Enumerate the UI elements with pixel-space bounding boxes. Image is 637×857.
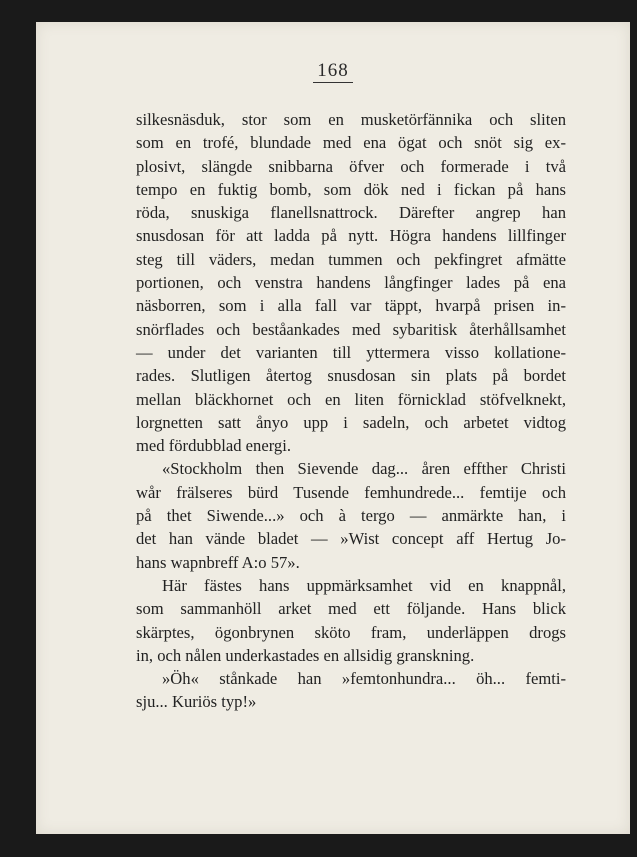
paragraph bbox=[136, 108, 566, 457]
text-line: lorgnetten satt ånyo upp i sadeln, och arbetet vidtog bbox=[136, 412, 566, 432]
text-line: rades. Slutligen återtog snusdosan sin plats på bordet bbox=[136, 366, 566, 386]
text-line: »Öh« stånkade han »femtonhundra... öh... femti- bbox=[162, 669, 566, 689]
paragraph bbox=[136, 574, 566, 667]
text-line: hans wapnbreff A:o 57». bbox=[136, 552, 300, 572]
text-line: med fördubblad energi. bbox=[136, 436, 291, 456]
text-line: näsborren, som i alla fall var täppt, hvarpå prisen in- bbox=[136, 296, 566, 316]
text-line: som en trofé, blundade med ena ögat och snöt sig ex- bbox=[136, 133, 566, 153]
text-line: plosivt, slängde snibbarna öfver och formerade i två bbox=[136, 156, 566, 176]
text-line: wår frälseres bürd Tusende femhundrede... femtije och bbox=[136, 482, 566, 502]
text-line: det han vände bladet — »Wist concept aff Hertug Jo- bbox=[136, 529, 566, 549]
paragraph bbox=[136, 457, 566, 573]
page-number bbox=[36, 60, 630, 83]
text-line: «Stockholm then Sievende dag... åren effther Christi bbox=[162, 459, 566, 479]
page-text bbox=[136, 108, 566, 714]
text-line: mellan bläckhornet och en liten förnicklad stöfvelknekt, bbox=[136, 389, 566, 409]
text-line: steg till väders, medan tummen och pekfingret afmätte bbox=[136, 249, 566, 269]
text-line: sju... Kuriös typ!» bbox=[136, 692, 257, 712]
text-line: skärptes, ögonbrynen sköto fram, underläppen drogs bbox=[136, 622, 566, 642]
text-line: röda, snuskiga flanellsnattrock. Därefter angrep han bbox=[136, 203, 566, 223]
paragraph bbox=[136, 667, 566, 714]
text-line: som sammanhöll arket med ett följande. Hans blick bbox=[136, 599, 566, 619]
book-page bbox=[36, 22, 630, 834]
text-line: Här fästes hans uppmärksamhet vid en knappnål, bbox=[162, 575, 566, 595]
text-line: portionen, och venstra handens långfinger lades på ena bbox=[136, 273, 566, 293]
text-line: snusdosan för att ladda på nytt. Högra handens lillfinger bbox=[136, 226, 566, 246]
text-line: in, och nålen underkastades en allsidig granskning. bbox=[136, 645, 475, 665]
text-line: — under det varianten till yttermera visso kollatione- bbox=[136, 342, 566, 362]
page-number-text: 168 bbox=[313, 61, 353, 83]
text-line: tempo en fuktig bomb, som dök ned i fickan på hans bbox=[136, 179, 566, 199]
text-line: på thet Siwende...» och à tergo — anmärkte han, i bbox=[136, 506, 566, 526]
text-line: snörflades och beståankades med sybaritisk återhållsamhet bbox=[136, 319, 566, 339]
text-line: silkesnäsduk, stor som en musketörfännika och sliten bbox=[136, 110, 566, 129]
